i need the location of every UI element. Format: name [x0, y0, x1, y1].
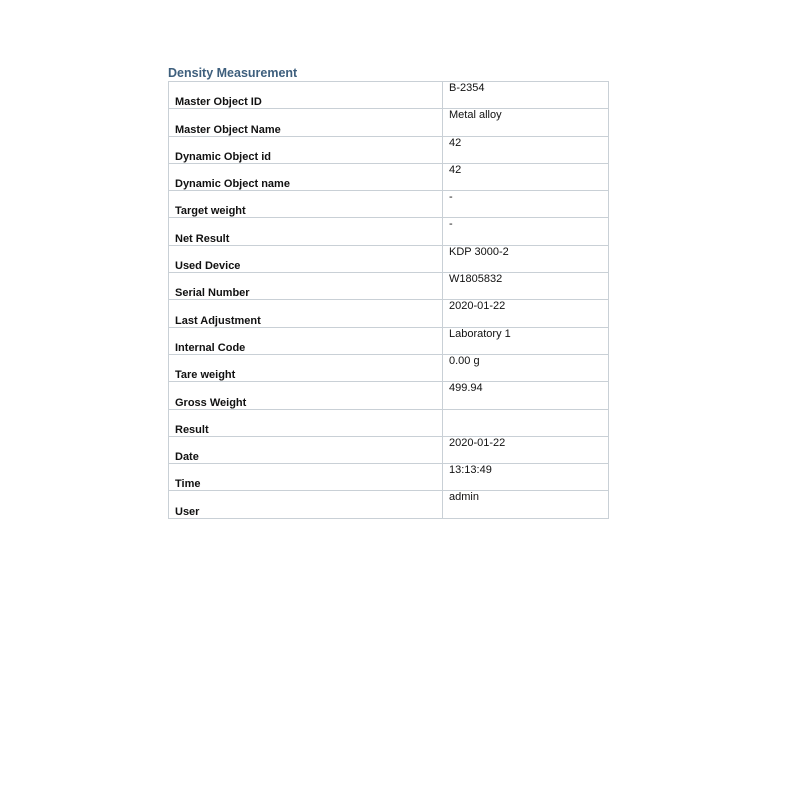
row-value: 2020-01-22 [443, 300, 609, 327]
row-value: Laboratory 1 [443, 327, 609, 354]
row-label: Dynamic Object name [169, 163, 443, 190]
row-label: Dynamic Object id [169, 136, 443, 163]
table-row [169, 327, 609, 354]
row-value: admin [443, 491, 609, 518]
row-value [443, 409, 609, 436]
row-value: 42 [443, 136, 609, 163]
row-label: Master Object ID [169, 82, 443, 109]
table-row [169, 382, 609, 409]
row-label: Serial Number [169, 273, 443, 300]
table-row [169, 109, 609, 136]
table-row [169, 82, 609, 109]
measurement-table [168, 81, 609, 519]
row-label: User [169, 491, 443, 518]
table-row [169, 273, 609, 300]
density-measurement-report [168, 65, 608, 519]
table-row [169, 218, 609, 245]
report-title: Density Measurement [168, 66, 298, 80]
row-label: Time [169, 464, 443, 491]
row-value: 42 [443, 163, 609, 190]
table-row [169, 491, 609, 518]
row-value: KDP 3000-2 [443, 245, 609, 272]
row-value: - [443, 191, 609, 218]
table-row [169, 354, 609, 381]
row-value: - [443, 218, 609, 245]
table-row [169, 245, 609, 272]
table-row [169, 300, 609, 327]
row-label: Tare weight [169, 354, 443, 381]
row-label: Master Object Name [169, 109, 443, 136]
row-value: B-2354 [443, 82, 609, 109]
table-row [169, 464, 609, 491]
row-label: Target weight [169, 191, 443, 218]
table-row [169, 136, 609, 163]
row-value: 2020-01-22 [443, 436, 609, 463]
row-label: Date [169, 436, 443, 463]
row-label: Gross Weight [169, 382, 443, 409]
table-row [169, 409, 609, 436]
table-row [169, 191, 609, 218]
row-label: Internal Code [169, 327, 443, 354]
table-row [169, 436, 609, 463]
row-label: Last Adjustment [169, 300, 443, 327]
row-label: Result [169, 409, 443, 436]
row-value: 499.94 [443, 382, 609, 409]
row-value: 0.00 g [443, 354, 609, 381]
row-label: Used Device [169, 245, 443, 272]
row-value: 13:13:49 [443, 464, 609, 491]
row-label: Net Result [169, 218, 443, 245]
row-value: Metal alloy [443, 109, 609, 136]
table-row [169, 163, 609, 190]
row-value: W1805832 [443, 273, 609, 300]
